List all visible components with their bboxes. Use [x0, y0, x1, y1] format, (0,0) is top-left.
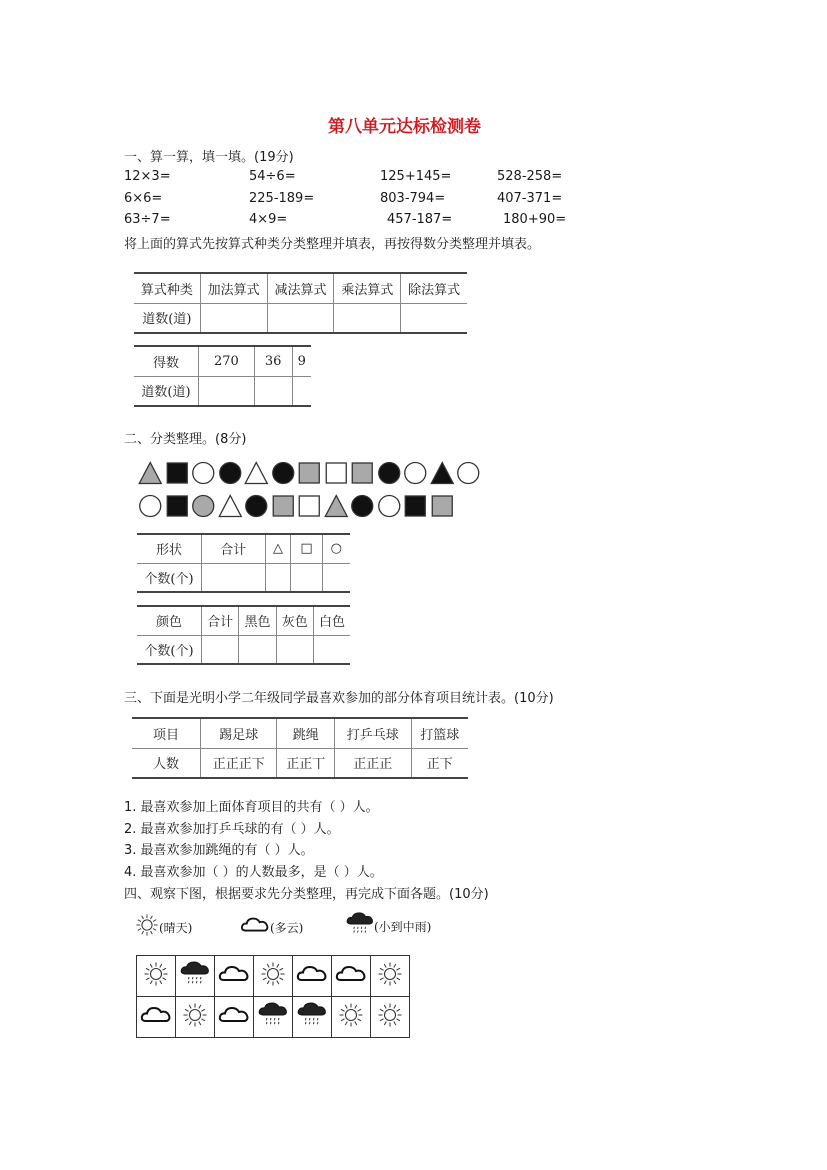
color-count-table [137, 605, 350, 665]
tally-cell: 正正正下 [201, 748, 277, 778]
tally-cell: 正正正 [335, 748, 411, 778]
square-shape [164, 461, 191, 485]
circle-shape [190, 461, 217, 485]
tally-cell: 正正丅 [277, 748, 335, 778]
answer-cell[interactable] [334, 303, 401, 333]
weather-cell [137, 997, 176, 1038]
table-header-cell: 形状 [137, 534, 202, 563]
table-header-cell: 减法算式 [267, 273, 334, 303]
table-header-cell: 合计 [202, 534, 266, 563]
sun-icon [182, 1017, 208, 1032]
table-header-cell: 除法算式 [401, 273, 467, 303]
square-shape [296, 494, 323, 518]
circle-shape [137, 494, 164, 518]
weather-cell [254, 956, 293, 997]
cloud-icon [296, 976, 328, 991]
answer-cell[interactable] [401, 303, 467, 333]
calc-item: 180+90= [503, 212, 567, 227]
rain-icon [297, 1019, 327, 1034]
circle-shape [243, 494, 270, 518]
circle-shape [376, 494, 403, 518]
calc-item: 125+145= [380, 169, 452, 184]
weather-cell [332, 956, 371, 997]
cloud-icon [335, 976, 367, 991]
table-header-cell: 36 [254, 346, 292, 376]
square-shape [429, 494, 456, 518]
question-4: 4. 最喜欢参加（ ）的人数最多，是（ ）人。 [124, 865, 383, 880]
answer-cell[interactable] [322, 563, 350, 592]
table-header-cell: 踢足球 [201, 718, 277, 748]
calc-item: 12×3= [124, 169, 171, 184]
answer-cell[interactable] [267, 303, 334, 333]
page-title: 第八单元达标检测卷 [328, 117, 481, 137]
weather-cell [332, 997, 371, 1038]
table-header-cell: 白色 [313, 606, 350, 635]
legend-label: (多云) [270, 920, 304, 935]
section4-heading: 四、观察下图，根据要求先分类整理，再完成下面各题。(10分) [124, 887, 489, 902]
section2-heading: 二、分类整理。(8分) [124, 432, 247, 447]
category-table [134, 272, 467, 334]
weather-cell [215, 997, 254, 1038]
calc-item: 6×6= [124, 191, 163, 206]
calc-item: 528-258= [497, 169, 563, 184]
table-header-cell: 打篮球 [411, 718, 468, 748]
answer-cell[interactable] [202, 635, 239, 664]
square-shape [270, 494, 297, 518]
calc-item: 803-794= [380, 191, 446, 206]
legend-cloud [240, 913, 303, 941]
legend-sun [135, 913, 192, 941]
sun-icon [143, 976, 169, 991]
circle-shape [455, 461, 482, 485]
weather-cell [215, 956, 254, 997]
weather-cell [371, 997, 410, 1038]
answer-cell[interactable] [199, 376, 255, 406]
weather-cell [254, 997, 293, 1038]
table-row-label: 个数(个) [137, 635, 202, 664]
weather-cell [293, 956, 332, 997]
table-header-cell: △ [265, 534, 291, 563]
circle-shape [217, 461, 244, 485]
table-header-cell: □ [291, 534, 322, 563]
legend-rain [346, 910, 431, 942]
circle-shape [402, 461, 429, 485]
rain-icon [180, 978, 210, 993]
answer-cell[interactable] [239, 635, 276, 664]
shape-row [137, 461, 482, 485]
cloud-icon [218, 976, 250, 991]
table-header-cell: 项目 [132, 718, 201, 748]
triangle-shape [429, 461, 456, 485]
question-3: 3. 最喜欢参加跳绳的有（ ）人。 [124, 843, 314, 858]
weather-cell [137, 956, 176, 997]
square-shape [323, 461, 350, 485]
table-header-cell: 270 [199, 346, 255, 376]
table-header-cell: 灰色 [276, 606, 313, 635]
sun-icon [135, 913, 159, 941]
table-header-cell: 颜色 [137, 606, 202, 635]
triangle-shape [323, 494, 350, 518]
sun-icon [377, 976, 403, 991]
section1-instruction: 将上面的算式先按算式种类分类整理并填表，再按得数分类整理并填表。 [124, 237, 541, 252]
table-row-label: 道数(道) [134, 376, 199, 406]
sun-icon [377, 1017, 403, 1032]
table-header-cell: 打乒乓球 [335, 718, 411, 748]
answer-cell[interactable] [291, 563, 322, 592]
table-header-cell: 算式种类 [134, 273, 200, 303]
cloud-icon [140, 1017, 172, 1032]
shape-count-table [137, 533, 350, 593]
sun-icon [338, 1017, 364, 1032]
weather-grid [136, 955, 410, 1038]
triangle-shape [217, 494, 244, 518]
answer-cell[interactable] [313, 635, 350, 664]
square-shape [402, 494, 429, 518]
circle-shape [270, 461, 297, 485]
table-header-cell: ○ [322, 534, 350, 563]
table-header-cell: 乘法算式 [334, 273, 401, 303]
answer-cell[interactable] [292, 376, 311, 406]
square-shape [349, 461, 376, 485]
cloud-icon [218, 1017, 250, 1032]
sun-icon [260, 976, 286, 991]
sports-table [132, 717, 468, 779]
circle-shape [190, 494, 217, 518]
calc-item: 407-371= [497, 191, 563, 206]
question-2: 2. 最喜欢参加打乒乓球的有（ ）人。 [124, 822, 340, 837]
square-shape [164, 494, 191, 518]
weather-cell [176, 997, 215, 1038]
answer-cell[interactable] [202, 563, 266, 592]
table-header-cell: 得数 [134, 346, 199, 376]
calc-item: 225-189= [249, 191, 315, 206]
result-table [134, 345, 311, 407]
question-1: 1. 最喜欢参加上面体育项目的共有（ ）人。 [124, 800, 379, 815]
triangle-shape [243, 461, 270, 485]
section3-heading: 三、下面是光明小学二年级同学最喜欢参加的部分体育项目统计表。(10分) [124, 691, 554, 706]
tally-cell: 正下 [411, 748, 468, 778]
table-row-label: 人数 [132, 748, 201, 778]
circle-shape [349, 494, 376, 518]
answer-cell[interactable] [265, 563, 291, 592]
table-row-label: 个数(个) [137, 563, 202, 592]
calc-item: 457-187= [387, 212, 453, 227]
table-header-cell: 合计 [202, 606, 239, 635]
table-header-cell: 黑色 [239, 606, 276, 635]
table-header-cell: 9 [292, 346, 311, 376]
circle-shape [376, 461, 403, 485]
table-header-cell: 加法算式 [200, 273, 267, 303]
section1-heading: 一、算一算，填一填。(19分) [124, 150, 294, 165]
weather-cell [176, 956, 215, 997]
weather-cell [371, 956, 410, 997]
answer-cell[interactable] [254, 376, 292, 406]
table-header-cell: 跳绳 [277, 718, 335, 748]
weather-cell [293, 997, 332, 1038]
square-shape [296, 461, 323, 485]
rain-icon [258, 1019, 288, 1034]
answer-cell[interactable] [200, 303, 267, 333]
calc-item: 4×9= [249, 212, 288, 227]
cloud-icon [240, 913, 270, 941]
calc-item: 63÷7= [124, 212, 171, 227]
table-row-label: 道数(道) [134, 303, 200, 333]
legend-label: (晴天) [159, 920, 193, 935]
calc-item: 54÷6= [249, 169, 296, 184]
rain-icon [346, 910, 374, 942]
legend-label: (小到中雨) [374, 919, 432, 934]
answer-cell[interactable] [276, 635, 313, 664]
triangle-shape [137, 461, 164, 485]
shape-row [137, 494, 455, 518]
